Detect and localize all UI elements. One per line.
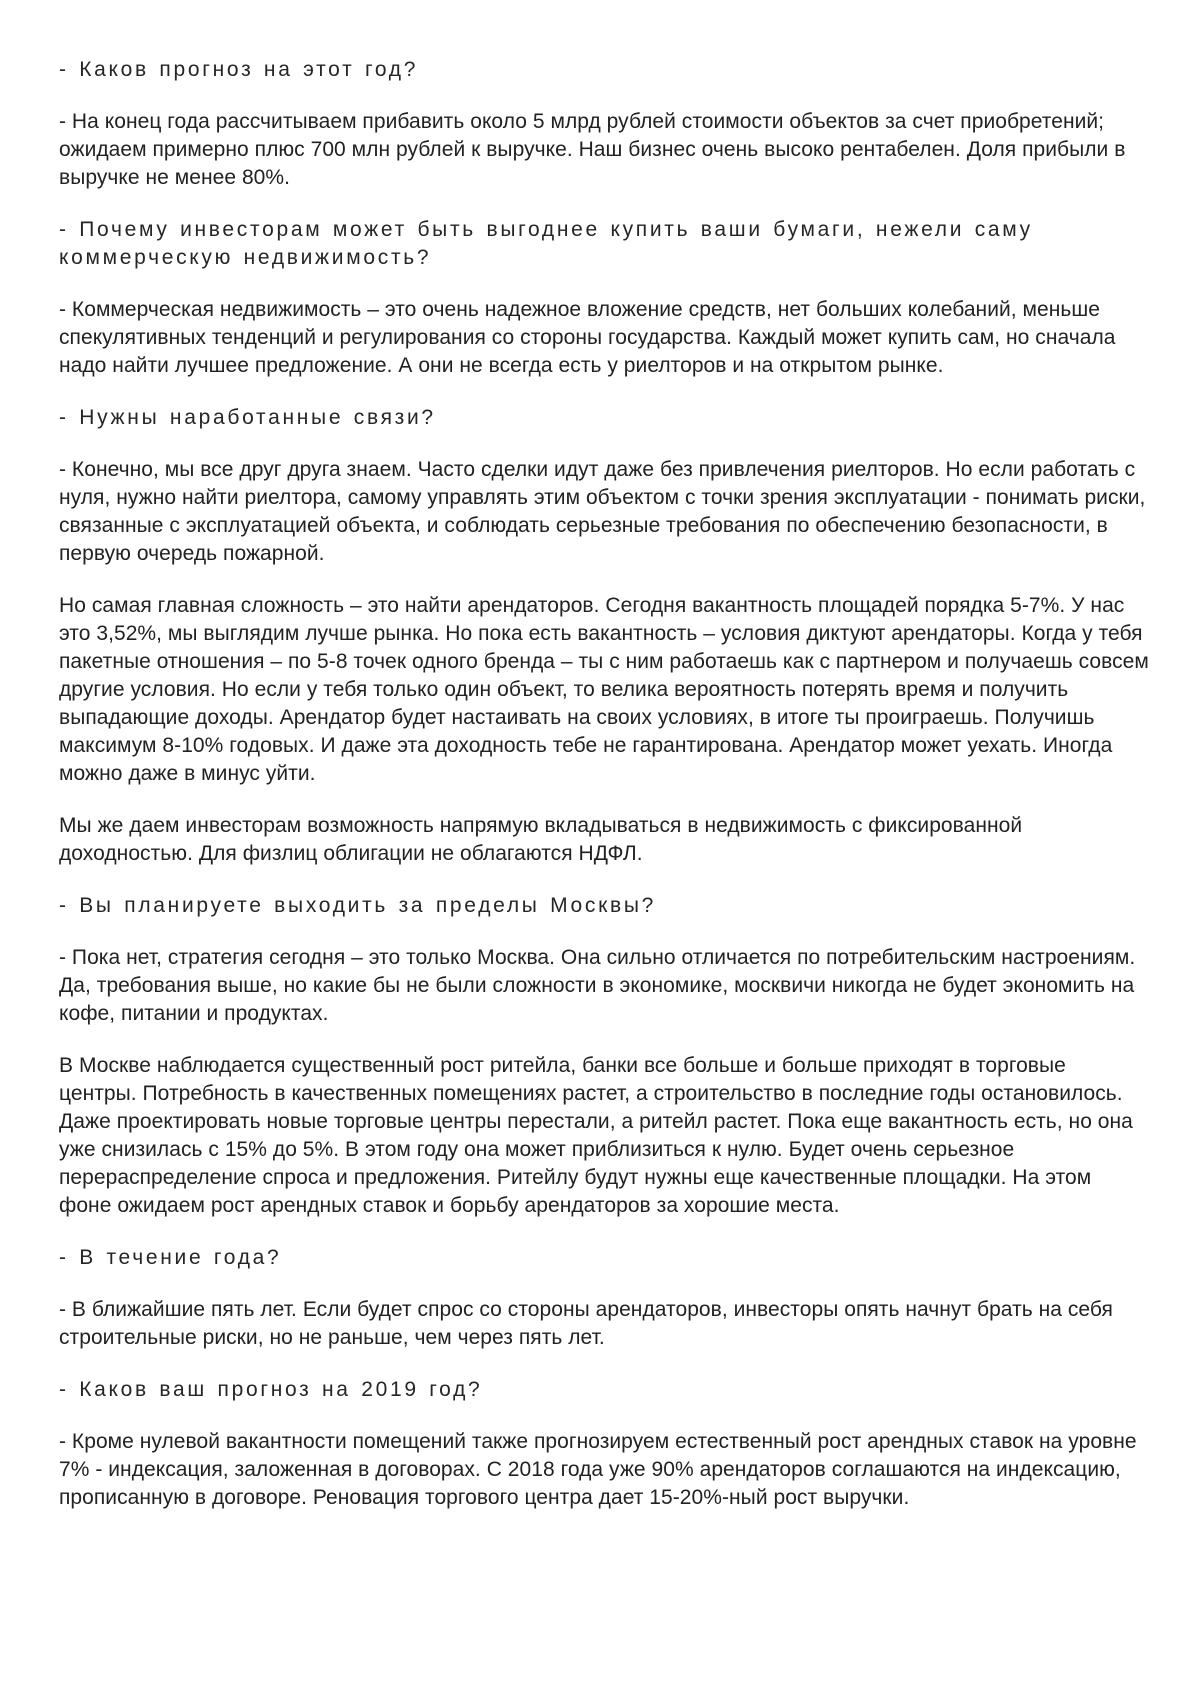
answer-connections-fixed-yield: Мы же даем инвесторам возможность напрямую вкладываться в недвижимость с фиксированной доходностью. Для физлиц облигации не облагаются НДФЛ. xyxy=(59,814,1023,865)
answer-connections: - Конечно, мы все друг друга знаем. Часто сделки идут даже без привлечения риелторов. Но если работать с нуля, нужно найти риелтора, самому управлять этим объектом с точки зрения эксплуатации - понимать риски, связанные с эксплуатацией объекта, и соблюдать серьезные требования по обеспечению безопасности, в первую очередь пожарной. xyxy=(59,458,1146,565)
document-page xyxy=(59,56,1149,1536)
question-forecast-this-year: - Каков прогноз на этот год? xyxy=(59,58,419,81)
answer-outside-moscow: - Пока нет, стратегия сегодня – это только Москва. Она сильно отличается по потребительским настроениям. Да, требования выше, но какие бы не были сложности в экономике, москвичи никогда не будет экономить на кофе, питании и продуктах. xyxy=(59,946,1136,1025)
question-outside-moscow: - Вы планируете выходить за пределы Москвы? xyxy=(59,894,657,917)
question-forecast-2019: - Каков ваш прогноз на 2019 год? xyxy=(59,1378,483,1401)
question-during-year: - В течение года? xyxy=(59,1246,282,1269)
question-why-bonds: - Почему инвесторам может быть выгоднее купить ваши бумаги, нежели саму коммерческую недвижимость? xyxy=(59,218,1033,269)
question-connections: - Нужны наработанные связи? xyxy=(59,406,436,429)
answer-during-year: - В ближайшие пять лет. Если будет спрос со стороны арендаторов, инвесторы опять начнут брать на себя строительные риски, но не раньше, чем через пять лет. xyxy=(59,1298,1113,1349)
answer-forecast-this-year: - На конец года рассчитываем прибавить около 5 млрд рублей стоимости объектов за счет приобретений; ожидаем примерно плюс 700 млн рублей к выручке. Наш бизнес очень высоко рентабелен. Доля прибыли в выручке не менее 80%. xyxy=(59,110,1126,189)
answer-outside-moscow-retail: В Москве наблюдается существенный рост ритейла, банки все больше и больше приходят в торговые центры. Потребность в качественных помещениях растет, а строительство в последние годы остановилось. Даже проектировать новые торговые центры перестали, а ритейл растет. Пока еще вакантность есть, но она уже снизилась с 15% до 5%. В этом году она может приблизиться к нулю. Будет очень серьезное перераспределение спроса и предложения. Ритейлу будут нужны еще качественные площадки. На этом фоне ожидаем рост арендных ставок и борьбу арендаторов за хорошие места. xyxy=(59,1054,1133,1217)
answer-why-bonds: - Коммерческая недвижимость – это очень надежное вложение средств, нет больших колебаний, меньше спекулятивных тенденций и регулирования со стороны государства. Каждый может купить сам, но сначала надо найти лучшее предложение. А они не всегда есть у риелторов и на открытом рынке. xyxy=(59,298,1116,377)
answer-connections-tenants: Но самая главная сложность – это найти арендаторов. Сегодня вакантность площадей порядка 5-7%. У нас это 3,52%, мы выглядим лучше рынка. Но пока есть вакантность – условия диктуют арендаторы. Когда у тебя пакетные отношения – по 5-8 точек одного бренда – ты с ним работаешь как с партнером и получаешь совсем другие условия. Но если у тебя только один объект, то велика вероятность потерять время и получить выпадающие доходы. Арендатор будет настаивать на своих условиях, в итоге ты проиграешь. Получишь максимум 8-10% годовых. И даже эта доходность тебе не гарантирована. Арендатор может уехать. Иногда можно даже в минус уйти. xyxy=(59,594,1149,785)
answer-forecast-2019: - Кроме нулевой вакантности помещений также прогнозируем естественный рост арендных ставок на уровне 7% - индексация, заложенная в договорах. С 2018 года уже 90% арендаторов соглашаются на индексацию, прописанную в договоре. Реновация торгового центра дает 15-20%-ный рост выручки. xyxy=(59,1430,1137,1509)
